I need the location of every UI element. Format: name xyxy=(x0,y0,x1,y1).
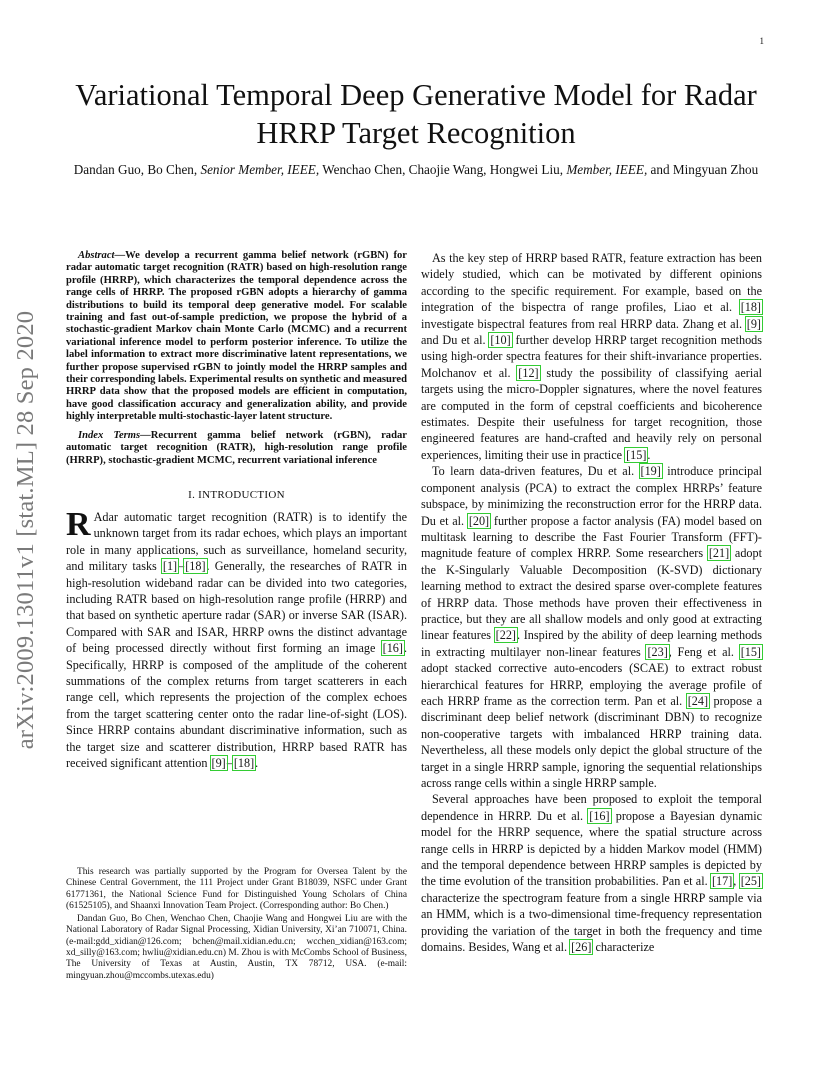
body-text: To learn data-driven features, Du et al. xyxy=(432,464,640,479)
citation-link[interactable]: [20] xyxy=(468,513,490,528)
citation-link[interactable]: [18] xyxy=(185,559,206,574)
author-list: Dandan Guo, Bo Chen, Senior Member, IEEE, Wenchao Chen, Chaojie Wang, Hongwei Liu, Member, IEEE, and Mingyuan Zhou xyxy=(73,162,759,177)
citation-link[interactable]: [9] xyxy=(211,756,226,770)
body-text: adopt stacked corrective auto-encoders (SCAE) to extract robust hierarchical features for HRRP, employing the average profile of each HRRP frame as the correction term. Pan et al. xyxy=(421,661,762,708)
cite-separator: – xyxy=(226,756,233,770)
body-text: As the key step of HRRP based RATR, feature extraction has been widely studied, which can be motivated by different opinions according to the specific requirement. For example, based on the integration of the bispectra of range profiles, Liao et al. xyxy=(421,251,762,315)
citation-link[interactable]: [22] xyxy=(495,628,516,643)
citation-link[interactable]: [16] xyxy=(589,808,610,823)
author-affil-note: Member, IEEE, xyxy=(566,162,648,177)
body-text: and Du et al. xyxy=(421,333,490,348)
body-text: . Inspired by the ability of deep learning methods in extracting multilayer non-linear features xyxy=(421,628,762,659)
citation-link[interactable]: [17] xyxy=(711,874,733,889)
footnote-affiliations: Dandan Guo, Bo Chen, Wenchao Chen, Chaojie Wang and Hongwei Liu are with the National Laboratory of Radar Signal Processing, Xidian University, Xi’an 710071, China. (e-mail:gdd_xidian@126.com; bchen@mail.xidian.edu.cn; wcchen_xidian@163.com; xd_silly@163.com; hwliu@xidian.edu.cn) M. Zhou is with McCombs School of Business, The University of Texas at Austin, Austin, TX 78712, USA. (e-mail: mingyuan.zhou@mccombs.utexas.edu) xyxy=(66,914,407,981)
citation-link[interactable]: [25] xyxy=(740,874,761,889)
citation-link[interactable]: [26] xyxy=(571,940,592,955)
citation-link[interactable]: [12] xyxy=(518,365,539,380)
citation-link[interactable]: [18] xyxy=(233,756,255,770)
right-column xyxy=(421,250,762,955)
body-paragraph xyxy=(421,791,762,955)
body-text: characterize the spectrogram feature from a single HRRP sample via an HMM, which is a two-dimensional time-frequency representation providing the variation of the target in both the frequency and time domains. Besides, Wang et al. xyxy=(421,890,762,955)
body-text: characterize xyxy=(592,940,655,955)
body-text: . xyxy=(647,447,651,462)
citation-link[interactable]: [19] xyxy=(640,464,661,479)
citation-link[interactable]: [18] xyxy=(740,300,761,315)
body-text: , Feng et al. xyxy=(668,644,740,659)
abstract xyxy=(66,250,407,424)
paper-title: Variational Temporal Deep Generative Model for Radar HRRP Target Recognition xyxy=(75,78,757,150)
body-text: , xyxy=(733,874,740,889)
arxiv-sidebar-stamp xyxy=(3,280,49,780)
section-heading: I. INTRODUCTION xyxy=(188,488,285,501)
body-text: further propose a factor analysis (FA) model based on multitask learning to describe the Fast Fourier Transform (FFT)-magnitude feature of complex HRRP. Some researchers xyxy=(421,513,762,561)
intro-text: Adar automatic target recognition (RATR) is to identify the unknown target from its radar echoes, which plays an important role in many applications, such as surveillance, homeland security, and military tasks xyxy=(66,509,407,574)
body-text: adopt the K-Singularly Valuable Decomposition (K-SVD) dictionary learning method to extract the desired sparse over-complete features of HRRP data. Those methods have proven their effectiveness in practice, but they are all shallow models and only good at extracting linear features xyxy=(421,546,762,643)
footnote-funding: This research was partially supported by the Program for Oversea Talent by the Chinese Central Government, the 111 Project under Grant B18039, NSFC under Grant 61771361, the National Science Fund for Distinguished Young Scholars of China (61525105), and Shaanxi Innovation Team Project. (Corresponding author: Bo Chen.) xyxy=(66,867,407,911)
citation-link[interactable]: [1] xyxy=(162,559,178,574)
page-number: 1 xyxy=(759,36,764,46)
citation-link[interactable]: [24] xyxy=(687,693,709,708)
citation-link[interactable]: [16] xyxy=(382,641,403,656)
dropcap-letter: R xyxy=(66,505,91,543)
body-text: further develop HRRP target recognition methods using high-order spectra features for their shift-invariance properties. Molchanov et al. xyxy=(421,333,762,380)
citation-link[interactable]: [10] xyxy=(490,333,511,348)
abstract-lead: Abstract xyxy=(78,250,115,261)
intro-paragraph xyxy=(66,505,407,772)
body-paragraph xyxy=(421,250,762,463)
citation-link[interactable]: [21] xyxy=(708,546,730,561)
intro-text: . Generally, the researches of RATR in high-resolution wideband radar can be divided into two categories, including RATR based on high-resolution range profile (HRRP) and that based on synthetic aperture radar (SAR) or inverse SAR (ISAR). Compared with SAR and ISAR, HRRP owns the distinct advantage of being processed directly without first forming an image xyxy=(66,559,407,656)
index-terms-text: —Recurrent gamma belief network (rGBN), radar automatic target recognition (RATR), high-resolution range profile (HRRP), stochastic-gradient MCMC, recurrent variational inference xyxy=(66,429,407,466)
citation-link[interactable]: [9] xyxy=(746,316,761,331)
citation-link[interactable]: [23] xyxy=(647,644,668,659)
body-paragraph xyxy=(421,463,762,791)
cite-separator: – xyxy=(178,559,185,574)
body-text: study the possibility of classifying aerial targets using the micro-Doppler signatures, where the novel features are computed in the form of cepstral coefficients and bicoherence estimates. Despite their usefulness for target recognition, those engineered features are hand-crafted and heavily rely on personal experiences, limiting their use in practice xyxy=(421,365,762,462)
body-text: Several approaches have been proposed to exploit the temporal dependence in HRRP. Du et al. xyxy=(421,792,762,823)
body-text: propose a Bayesian dynamic model for the HRRP sequence, where the spatial structure across range cells in HRRP is depicted by a hidden Markov model (HMM) and the temporal dependence between HRRP samples is depicted by the time evolution of the transition probabilities. Pan et al. xyxy=(421,808,763,889)
intro-text: . xyxy=(255,756,259,770)
index-terms-lead: Index Terms xyxy=(78,429,141,441)
citation-link[interactable]: [15] xyxy=(740,644,761,659)
abstract-text: —We develop a recurrent gamma belief network (rGBN) for radar automatic target recognition (RATR) based on high-resolution range profile (HRRP), which characterizes the temporal dependence across the range cells of HRRP. The proposed rGBN adopts a hierarchy of gamma distributions to build its temporal deep generative model. For scalable training and fast out-of-sample prediction, we propose the hybrid of a stochastic-gradient Markov chain Monte Carlo (MCMC) and a recurrent variational inference model to perform posterior inference. To utilize the label information to extract more discriminative latent representations, we further propose supervised rGBN to jointly model the HRRP samples and their corresponding labels. Experimental results on synthetic and measured HRRP data show that the proposed models are efficient in computation, have good classification accuracy and generalization ability, and provide highly interpretable multi-stochastic-layer latent structure. xyxy=(66,250,407,423)
author-affil-note: Senior Member, IEEE, xyxy=(200,162,320,177)
footnotes xyxy=(66,867,407,984)
arxiv-identifier: arXiv:2009.13011v1 [stat.ML] 28 Sep 2020 xyxy=(12,310,39,750)
index-terms xyxy=(66,430,407,467)
left-column xyxy=(66,250,407,771)
body-text: introduce principal component analysis (PCA) to extract the complex HRRPs’ feature subspace, by minimizing the reconstruction error for the HRRP data. Du et al. xyxy=(421,464,762,528)
body-text: investigate bispectral features from real HRRP data. Zhang et al. xyxy=(421,316,746,331)
body-text: propose a discriminant deep belief network (discriminant DBN) to recognize non-cooperative targets with imbalanced HRRP training data. Nevertheless, all these models only depict the global structure of the target in a single HRRP sample, ignoring the sequential relationships across range cells within a single HRRP sample. xyxy=(421,693,762,790)
citation-link[interactable]: [15] xyxy=(626,447,647,462)
intro-text: . Specifically, HRRP is composed of the amplitude of the coherent summations of the complex returns from target scatterers in each range cell, which represents the projection of the complex echoes from the target scattering center onto the radar line-of-sight (LOS). Since HRRP contains abundant discriminative information, such as the target size and scatterer distribution, HRRP based RATR has received significant attention xyxy=(66,641,407,770)
